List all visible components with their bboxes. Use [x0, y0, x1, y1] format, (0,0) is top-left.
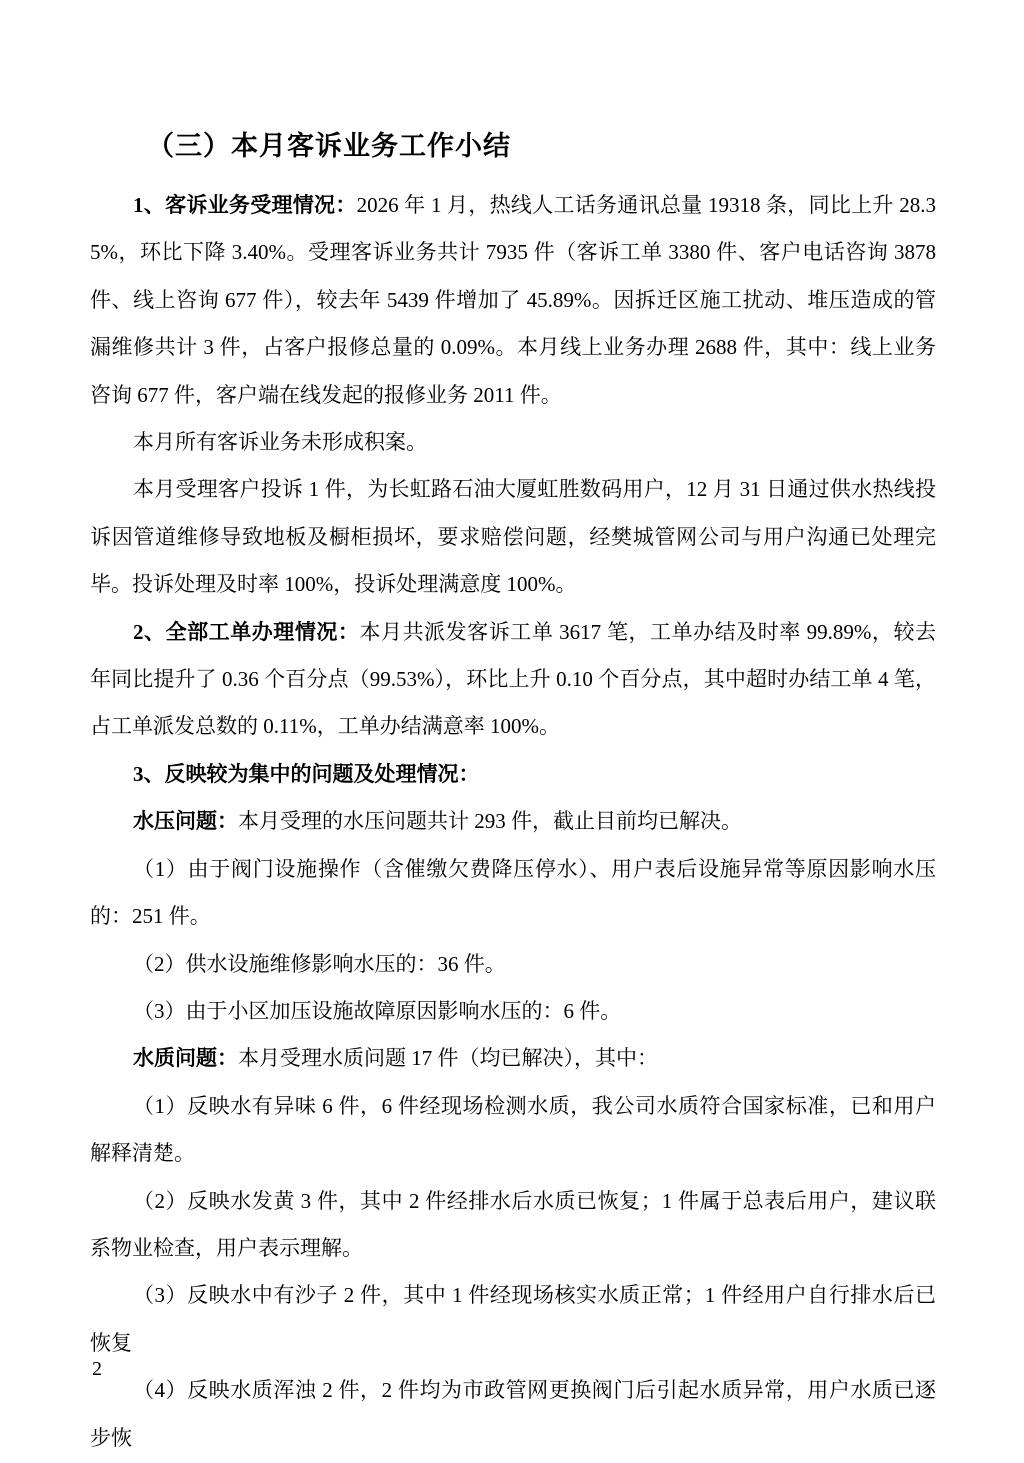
paragraph-text: 本月受理水质问题 17 件（均已解决），其中：: [238, 1046, 658, 1071]
paragraph-text: 本月受理客户投诉 1 件，为长虹路石油大厦虹胜数码用户，12 月 31 日通过供水热线投诉因管道维修导致地板及橱柜损坏，要求赔偿问题，经樊城管网公司与用户沟通已处理完毕。投诉处理及时率 100%，投诉处理满意度 100%。: [90, 477, 936, 597]
paragraph-text: 本月所有客诉业务未形成积案。: [133, 430, 427, 455]
paragraph: [90, 1272, 936, 1367]
page-number: 2: [92, 1358, 102, 1380]
paragraph-text: 2026 年 1 月，热线人工话务通讯总量 19318 条，同比上升 28.35%，环比下降 3.40%。受理客诉业务共计 7935 件（客诉工单 3380 件、客户电话咨询 3878 件、线上咨询 677 件），较去年 5439 件增加了 45.89%。因拆迁区施工扰动、堆压造成的管漏维修共计 3 件，占客户报修总量的 0.09%。本月线上业务办理 2688 件，其中：线上业务咨询 677 件，客户端在线发起的报修业务 2011 件。: [90, 193, 937, 407]
paragraph: [90, 1035, 936, 1082]
document-content: [90, 120, 936, 1462]
paragraph-text: 本月受理的水压问题共计 293 件，截止目前均已解决。: [238, 809, 742, 834]
paragraph: [90, 1083, 936, 1178]
paragraph-lead: 1、客诉业务受理情况：: [133, 193, 357, 217]
paragraph-text: （2）供水设施维修影响水压的：36 件。: [133, 951, 506, 976]
paragraph-lead: 水压问题：: [133, 809, 238, 834]
paragraph-text: 本月共派发客诉工单 3617 笔，工单办结及时率 99.89%，较去年同比提升了 0.36 个百分点（99.53%），环比上升 0.10 个百分点，其中超时办结工单 4 笔，占工单派发总数的 0.11%，工单办结满意率 100%。: [90, 619, 937, 739]
paragraph: [90, 846, 936, 941]
paragraph-text: （1）反映水有异味 6 件，6 件经现场检测水质，我公司水质符合国家标准，已和用户解释清楚。: [90, 1093, 936, 1166]
paragraph: [90, 609, 936, 751]
section-heading: （三）本月客诉业务工作小结: [147, 131, 511, 161]
paragraph: [90, 798, 936, 845]
paragraph: [90, 1178, 936, 1273]
paragraph: [90, 182, 936, 419]
paragraph-lead: 3、反映较为集中的问题及处理情况：: [133, 761, 480, 786]
paragraph-lead: 2、全部工单办理情况：: [133, 619, 360, 644]
paragraph-text: （4）反映水质浑浊 2 件，2 件均为市政管网更换阀门后引起水质异常，用户水质已逐步恢: [90, 1378, 936, 1450]
paragraph-text: （3）反映水中有沙子 2 件，其中 1 件经现场核实水质正常；1 件经用户自行排水后已恢复: [90, 1283, 936, 1355]
paragraph: [90, 751, 936, 798]
paragraph-text: （3）由于小区加压设施故障原因影响水压的：6 件。: [133, 998, 622, 1023]
paragraph: [90, 988, 936, 1035]
paragraph-text: （1）由于阀门设施操作（含催缴欠费降压停水）、用户表后设施异常等原因影响水压的：251 件。: [90, 856, 936, 929]
paragraph: [90, 1367, 936, 1462]
paragraph: [90, 466, 936, 608]
paragraph-text: （2）反映水发黄 3 件，其中 2 件经排水后水质已恢复；1 件属于总表后用户，建议联系物业检查，用户表示理解。: [90, 1188, 936, 1260]
paragraph: [90, 419, 936, 466]
paragraph: [90, 941, 936, 988]
paragraph-lead: 水质问题：: [133, 1046, 238, 1071]
